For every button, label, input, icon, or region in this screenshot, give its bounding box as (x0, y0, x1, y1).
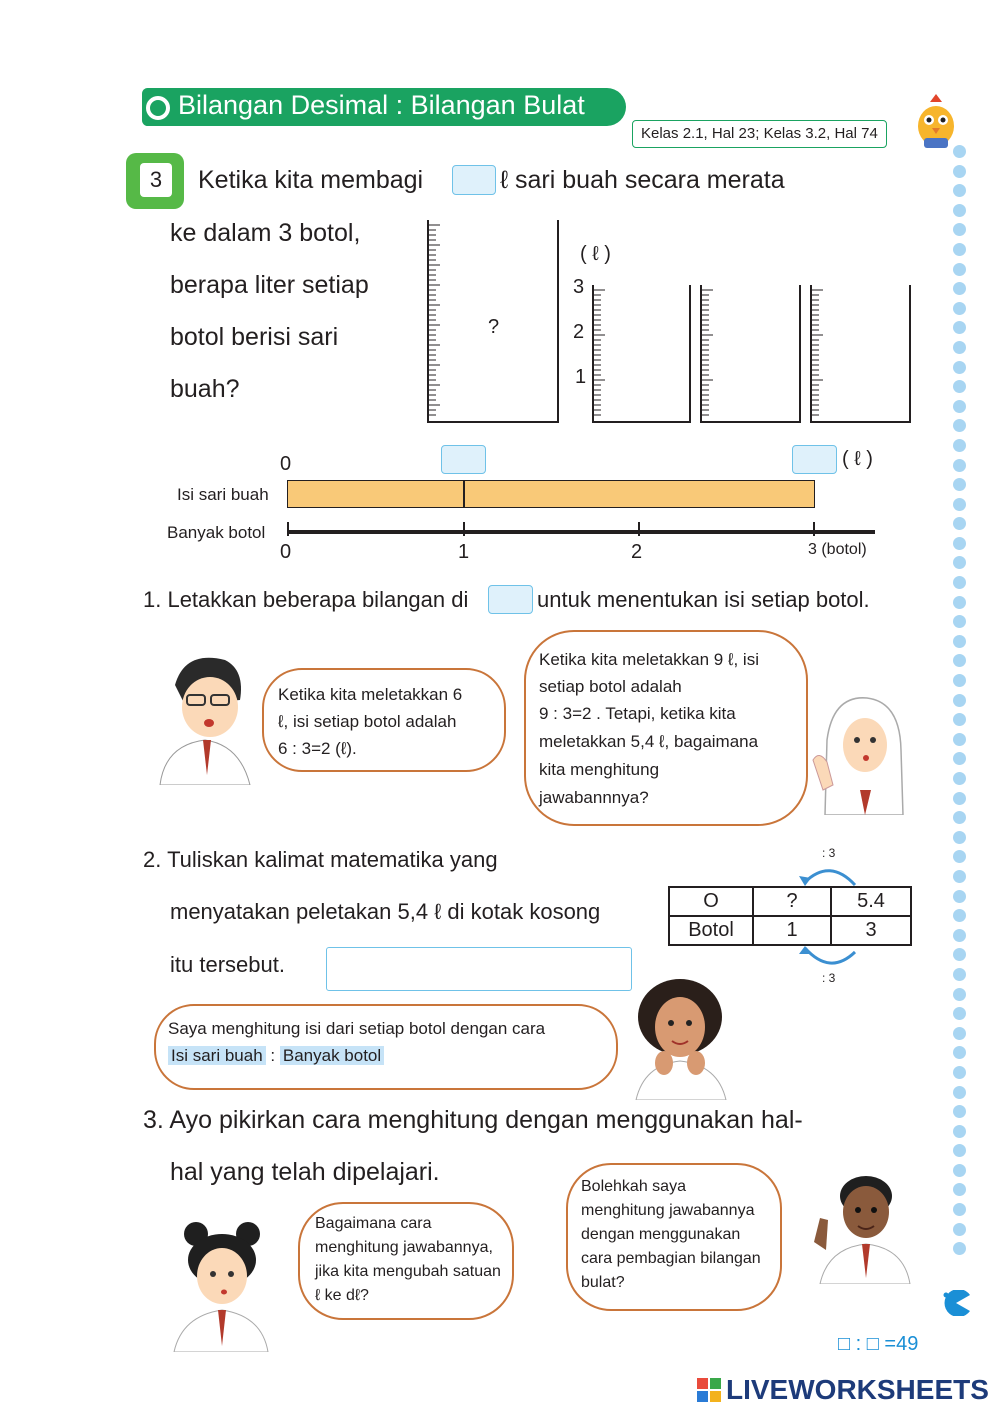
q3-line-1: 3. Ayo pikirkan cara menghitung dengan menggunakan hal- (143, 1106, 803, 1134)
brand-watermark: LIVEWORKSHEETS (726, 1374, 989, 1405)
girl-bubble-line-1: Ketika kita meletakkan 9 ℓ, isi (539, 650, 759, 669)
arrow-top-curve-icon (795, 860, 865, 888)
girl-bubble-line-5: kita menghitung (539, 760, 660, 779)
tick-2 (638, 522, 640, 536)
bottle-unit-label: ( ℓ ) (580, 243, 611, 265)
answer-blank-total-liters[interactable] (452, 165, 496, 195)
table-cell-5-4: 5.4 (831, 887, 911, 916)
tick-1 (463, 522, 465, 536)
girl3-bubble-line-2: menghitung jawabannya, (315, 1239, 493, 1256)
bottle-question-mark: ? (488, 316, 500, 338)
problem-line-1a: Ketika kita membagi (198, 166, 424, 194)
table-cell-botol: Botol (669, 916, 753, 945)
boy-pointing-figure (806, 1172, 914, 1284)
boy-bubble-line-3: 6 : 3=2 (ℓ). (278, 739, 357, 758)
bottle-tick-2: 2 (573, 321, 585, 343)
numline-bottom-1: 1 (458, 541, 470, 563)
decorative-dot-column (953, 145, 969, 1262)
boy3-bubble-line-1: Bolehkah saya (581, 1178, 686, 1195)
girl2-bubble-line-1: Saya menghitung isi dari setiap botol dengan cara (168, 1019, 546, 1038)
q2-line-3: itu tersebut. (170, 952, 285, 977)
juice-bar-divider (463, 480, 465, 508)
numline-bottom-0: 0 (280, 541, 292, 563)
problem-line-1b: ℓ sari buah secara merata (500, 166, 785, 194)
girl-bubble-line-6: jawabannnya? (539, 788, 649, 807)
ratio-table (668, 886, 912, 946)
numline-top-zero: 0 (280, 453, 292, 475)
boy-glasses-figure (145, 645, 255, 785)
girl3-bubble-line-3: jika kita mengubah satuan (315, 1263, 501, 1280)
header-bullet-icon (146, 96, 170, 120)
numline-bottom-end: 3 (botol) (808, 541, 867, 558)
bottle-tick-3: 3 (573, 276, 585, 298)
q2-line-2: menyatakan peletakan 5,4 ℓ di kotak kosong (170, 899, 601, 924)
arrow-bottom-curve-icon (795, 946, 865, 970)
girl-buns-figure (168, 1220, 276, 1352)
tick-0 (287, 522, 289, 536)
highlight-juice: Isi sari buah (168, 1046, 266, 1065)
page-title: Bilangan Desimal : Bilangan Bulat (178, 90, 585, 120)
table-cell-question: ? (753, 887, 831, 916)
problem-line-3: berapa liter setiap (170, 271, 369, 299)
problem-line-4: botol berisi sari (170, 323, 339, 351)
girl3-bubble-line-1: Bagaimana cara (315, 1215, 432, 1232)
chick-mascot-icon (910, 92, 962, 150)
tick-3 (813, 522, 815, 536)
arrow-bottom-label: : 3 (822, 971, 836, 985)
numline-top-unit: ( ℓ ) (842, 448, 873, 470)
boy3-bubble-line-5: bulat? (581, 1274, 625, 1291)
table-cell-o: O (669, 887, 753, 916)
bottle-count-line (287, 530, 875, 534)
page-number: □ : □ =49 (838, 1333, 919, 1355)
q1-text-b: untuk menentukan isi setiap botol. (537, 587, 870, 612)
girl-hijab-figure (805, 690, 910, 815)
q1-text-a: 1. Letakkan beberapa bilangan di (143, 587, 469, 612)
boy-bubble-line-1: Ketika kita meletakkan 6 (278, 685, 463, 704)
q2-answer-input[interactable] (326, 947, 632, 991)
girl-bubble-line-4: meletakkan 5,4 ℓ, bagaimana (539, 732, 759, 751)
bottle-tick-1: 1 (575, 366, 587, 388)
problem-line-5: buah? (170, 375, 240, 403)
q2-line-1: 2. Tuliskan kalimat matematika yang (143, 847, 498, 872)
q3-line-2: hal yang telah dipelajari. (170, 1158, 440, 1186)
boy3-bubble-line-3: dengan menggunakan (581, 1226, 741, 1243)
pacman-icon (940, 1290, 972, 1316)
problem-number: 3 (140, 163, 172, 197)
girl3-bubble-line-4: ℓ ke dℓ? (315, 1287, 369, 1304)
boy-bubble-line-2: ℓ, isi setiap botol adalah (278, 712, 457, 731)
q1-blank-icon (488, 585, 533, 614)
boy3-bubble-line-2: menghitung jawabannya (581, 1202, 755, 1219)
highlight-colon: : (270, 1046, 276, 1065)
reference-box: Kelas 2.1, Hal 23; Kelas 3.2, Hal 74 (632, 120, 887, 148)
juice-bar (287, 480, 815, 508)
highlight-bottles: Banyak botol (280, 1046, 384, 1065)
numline-label-juice: Isi sari buah (177, 485, 269, 504)
numline-label-bottles: Banyak botol (167, 523, 266, 542)
table-cell-1: 1 (753, 916, 831, 945)
problem-line-2: ke dalam 3 botol, (170, 219, 361, 247)
girl-curly-figure (626, 975, 734, 1100)
boy3-bubble-line-4: cara pembagian bilangan (581, 1250, 761, 1267)
answer-blank-per-bottle[interactable] (441, 445, 486, 474)
numline-bottom-2: 2 (631, 541, 643, 563)
liveworksheets-logo-icon (697, 1378, 723, 1404)
table-cell-3: 3 (831, 916, 911, 945)
arrow-top-label: : 3 (822, 846, 836, 860)
girl-bubble-line-3: 9 : 3=2 . Tetapi, ketika kita (539, 704, 736, 723)
girl-bubble-line-2: setiap botol adalah (539, 677, 682, 696)
answer-blank-total[interactable] (792, 445, 837, 474)
